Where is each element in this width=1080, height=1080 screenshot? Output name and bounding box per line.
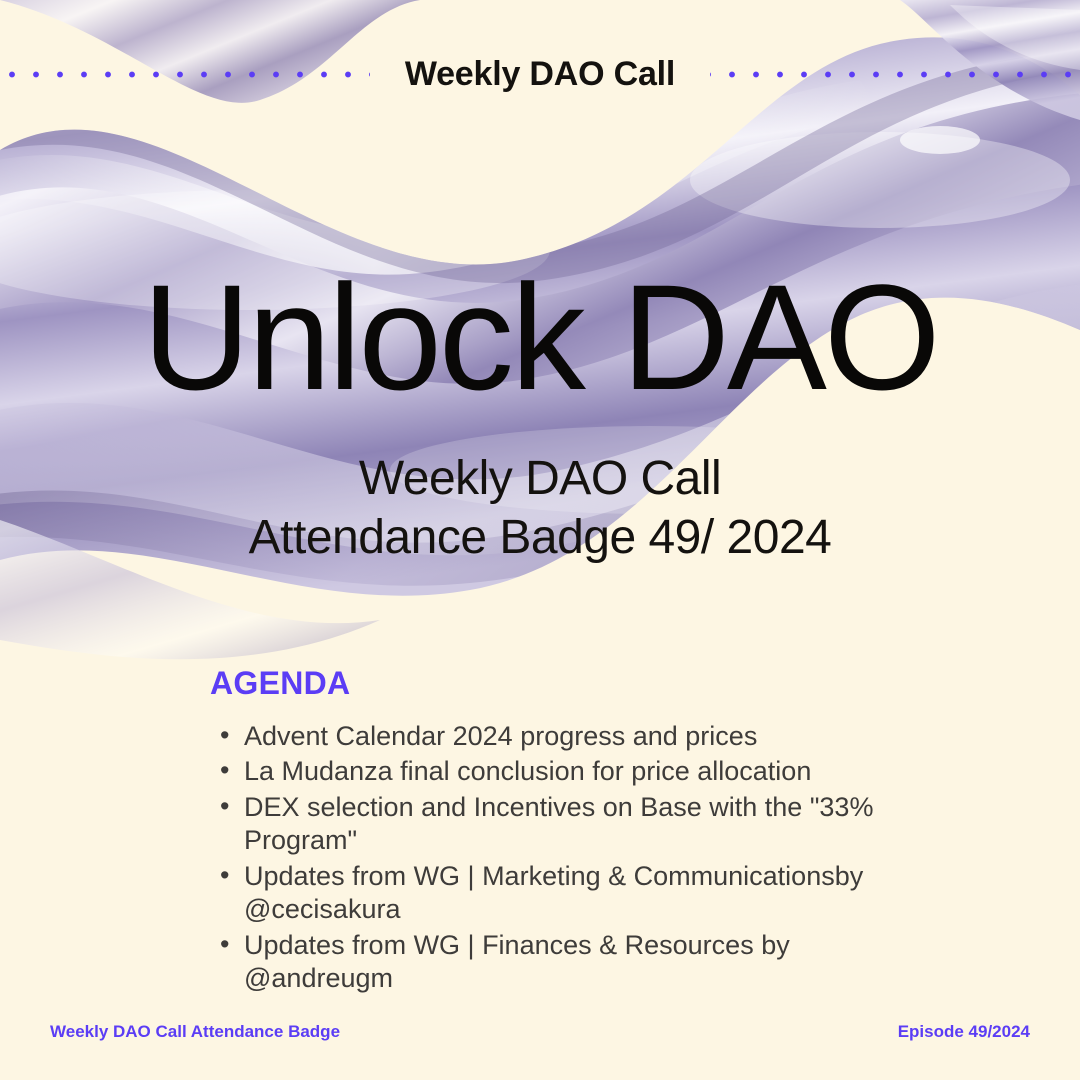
- agenda-heading: AGENDA: [210, 665, 351, 701]
- list-item: • Updates from WG | Finances & Resources by @andreugm: [210, 929, 910, 996]
- page-title: Unlock DAO: [142, 253, 938, 421]
- footer-left-label: Weekly DAO Call Attendance Badge: [50, 1022, 341, 1041]
- subheading-line-2: Attendance Badge 49/ 2024: [248, 510, 832, 564]
- footer: [50, 1022, 1030, 1042]
- agenda-list: [210, 720, 910, 996]
- list-item: • La Mudanza final conclusion for price allocation: [210, 755, 910, 788]
- top-banner: [0, 54, 1080, 93]
- footer-episode-label: Episode 49/2024: [897, 1022, 1030, 1041]
- list-item: • Advent Calendar 2024 progress and prices: [210, 720, 910, 753]
- subheading: [0, 450, 1080, 567]
- dotted-rule-right: [710, 70, 1080, 79]
- subheading-line-1: Weekly DAO Call: [358, 452, 722, 505]
- list-item: • Updates from WG | Marketing & Communicationsby @cecisakura: [210, 860, 910, 927]
- agenda-section: [210, 665, 910, 998]
- dotted-rule-left: [0, 70, 370, 79]
- top-banner-title: Weekly DAO Call: [404, 54, 676, 93]
- list-item: • DEX selection and Incentives on Base with the "33% Program": [210, 791, 910, 858]
